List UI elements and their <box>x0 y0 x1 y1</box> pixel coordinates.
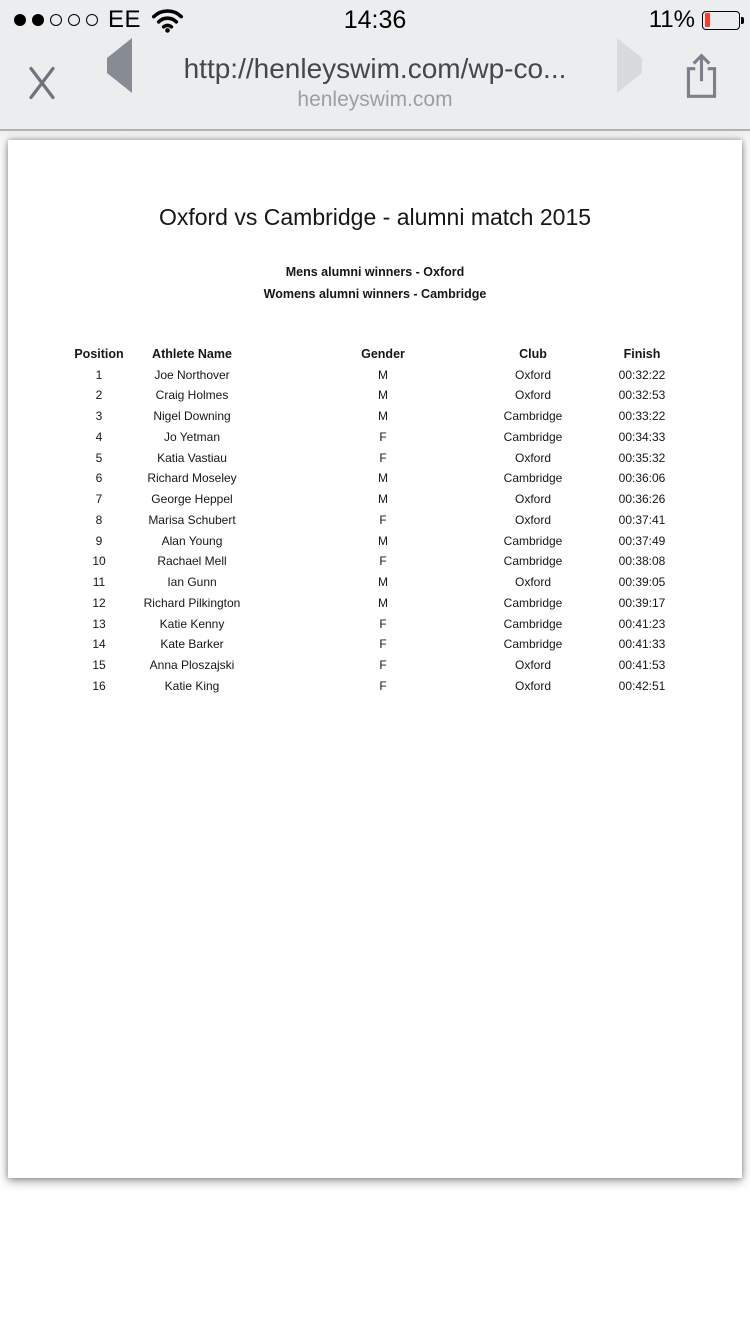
table-cell: Cambridge <box>503 595 563 610</box>
battery-percent: 11% <box>648 6 695 33</box>
table-cell: Joe Northover <box>154 367 230 382</box>
table-cell: Oxford <box>514 512 552 527</box>
table-cell: 2 <box>95 388 103 403</box>
table-cell: Cambridge <box>503 533 563 548</box>
table-cell: M <box>378 492 388 507</box>
status-bar-right <box>649 0 744 40</box>
domain-text: henleyswim.com <box>297 88 453 111</box>
table-cell: 00:32:22 <box>618 367 666 382</box>
battery-fill-low <box>705 13 710 27</box>
results-table <box>8 344 742 697</box>
table-cell: Cambridge <box>503 554 563 569</box>
subtitle-womens-winners: Womens alumni winners - Cambridge <box>263 286 487 301</box>
table-cell: 00:36:26 <box>618 492 666 507</box>
battery-body <box>702 11 740 30</box>
table-row <box>8 468 742 489</box>
table-cell: Rachael Mell <box>157 554 227 569</box>
table-row <box>8 427 742 448</box>
table-cell: 10 <box>92 554 106 569</box>
table-cell: Alan Young <box>161 533 223 548</box>
table-cell: Richard Pilkington <box>143 595 241 610</box>
table-cell: Oxford <box>514 388 552 403</box>
table-row <box>8 364 742 385</box>
table-cell: F <box>379 637 387 652</box>
table-cell: F <box>379 450 387 465</box>
table-cell: M <box>378 367 388 382</box>
table-cell: 14 <box>92 637 106 652</box>
table-cell: M <box>378 409 388 424</box>
table-cell: 00:34:33 <box>618 429 666 444</box>
table-cell: 00:41:33 <box>618 637 666 652</box>
table-row <box>8 447 742 468</box>
battery-icon <box>702 11 744 30</box>
table-row <box>8 510 742 531</box>
table-cell: F <box>379 554 387 569</box>
table-cell: 15 <box>92 658 106 673</box>
table-cell: 12 <box>92 595 106 610</box>
table-cell: Oxford <box>514 678 552 693</box>
table-row <box>8 655 742 676</box>
table-cell: 9 <box>95 533 103 548</box>
table-cell: 00:32:53 <box>618 388 666 403</box>
status-bar <box>0 0 750 40</box>
clock: 14:36 <box>343 6 407 34</box>
table-row <box>8 634 742 655</box>
column-header: Gender <box>361 346 405 361</box>
table-cell: F <box>379 616 387 631</box>
table-row <box>8 572 742 593</box>
table-cell: M <box>378 575 388 590</box>
table-cell: F <box>379 678 387 693</box>
document-viewport[interactable] <box>0 131 750 1334</box>
table-cell: 6 <box>95 471 103 486</box>
table-cell: 00:33:22 <box>618 409 666 424</box>
table-cell: 8 <box>95 512 103 527</box>
table-cell: George Heppel <box>151 492 233 507</box>
table-cell: Oxford <box>514 492 552 507</box>
table-cell: Anna Ploszajski <box>149 658 235 673</box>
column-header: Athlete Name <box>152 346 232 361</box>
table-cell: Katie Kenny <box>159 616 225 631</box>
browser-toolbar <box>0 40 750 129</box>
carrier-label: EE <box>108 6 142 33</box>
share-button[interactable] <box>683 52 720 100</box>
table-row <box>8 551 742 572</box>
table-cell: Jo Yetman <box>163 429 221 444</box>
document-subtitles <box>8 262 742 305</box>
table-row <box>8 676 742 697</box>
table-cell: 00:41:53 <box>618 658 666 673</box>
table-cell: Cambridge <box>503 616 563 631</box>
document-title: Oxford vs Cambridge - alumni match 2015 <box>158 204 592 230</box>
table-cell: M <box>378 533 388 548</box>
table-cell: 00:37:41 <box>618 512 666 527</box>
back-triangle-icon <box>107 38 132 93</box>
table-cell: M <box>378 471 388 486</box>
table-cell: 00:36:06 <box>618 471 666 486</box>
address-bar[interactable] <box>145 40 605 129</box>
table-cell: 11 <box>92 575 106 590</box>
table-cell: 1 <box>95 367 103 382</box>
table-cell: Oxford <box>514 450 552 465</box>
table-cell: 00:38:08 <box>618 554 666 569</box>
table-cell: Cambridge <box>503 409 563 424</box>
table-cell: 00:41:23 <box>618 616 666 631</box>
table-cell: F <box>379 429 387 444</box>
table-cell: 00:37:49 <box>618 533 666 548</box>
table-cell: 7 <box>95 492 103 507</box>
table-cell: Richard Moseley <box>147 471 237 486</box>
table-cell: 5 <box>95 450 103 465</box>
table-row <box>8 406 742 427</box>
table-cell: Oxford <box>514 658 552 673</box>
column-header: Club <box>519 346 547 361</box>
column-header: Position <box>74 346 124 361</box>
table-cell: Ian Gunn <box>167 575 217 590</box>
browser-chrome <box>0 0 750 131</box>
table-cell: Katia Vastiau <box>157 450 227 465</box>
table-cell: Marisa Schubert <box>148 512 236 527</box>
close-button[interactable] <box>28 64 56 102</box>
table-cell: 00:42:51 <box>618 678 666 693</box>
table-cell: Craig Holmes <box>155 388 229 403</box>
column-header: Finish <box>623 346 661 361</box>
table-row <box>8 530 742 551</box>
table-cell: Katie King <box>164 678 220 693</box>
table-row <box>8 489 742 510</box>
table-row <box>8 613 742 634</box>
table-cell: Cambridge <box>503 471 563 486</box>
table-cell: 16 <box>92 678 106 693</box>
pdf-page <box>8 140 742 1178</box>
forward-triangle-icon <box>617 38 642 93</box>
table-cell: 00:39:17 <box>618 595 666 610</box>
table-cell: M <box>378 388 388 403</box>
table-cell: Kate Barker <box>160 637 224 652</box>
table-cell: Nigel Downing <box>153 409 231 424</box>
table-cell: 00:39:05 <box>618 575 666 590</box>
share-arrow-up-from-box-icon <box>683 52 720 100</box>
table-cell: M <box>378 595 388 610</box>
table-header-row <box>8 344 742 365</box>
table-cell: F <box>379 658 387 673</box>
close-x-icon <box>28 64 56 102</box>
table-cell: 13 <box>92 616 106 631</box>
battery-cap <box>741 17 744 24</box>
table-cell: Cambridge <box>503 637 563 652</box>
table-cell: Oxford <box>514 367 552 382</box>
table-cell: 00:35:32 <box>618 450 666 465</box>
table-row <box>8 593 742 614</box>
table-cell: Cambridge <box>503 429 563 444</box>
table-cell: 3 <box>95 409 103 424</box>
url-text: http://henleyswim.com/wp-co... <box>183 53 567 84</box>
table-row <box>8 385 742 406</box>
subtitle-mens-winners: Mens alumni winners - Oxford <box>285 265 465 279</box>
table-cell: 4 <box>95 429 103 444</box>
table-cell: Oxford <box>514 575 552 590</box>
table-cell: F <box>379 512 387 527</box>
